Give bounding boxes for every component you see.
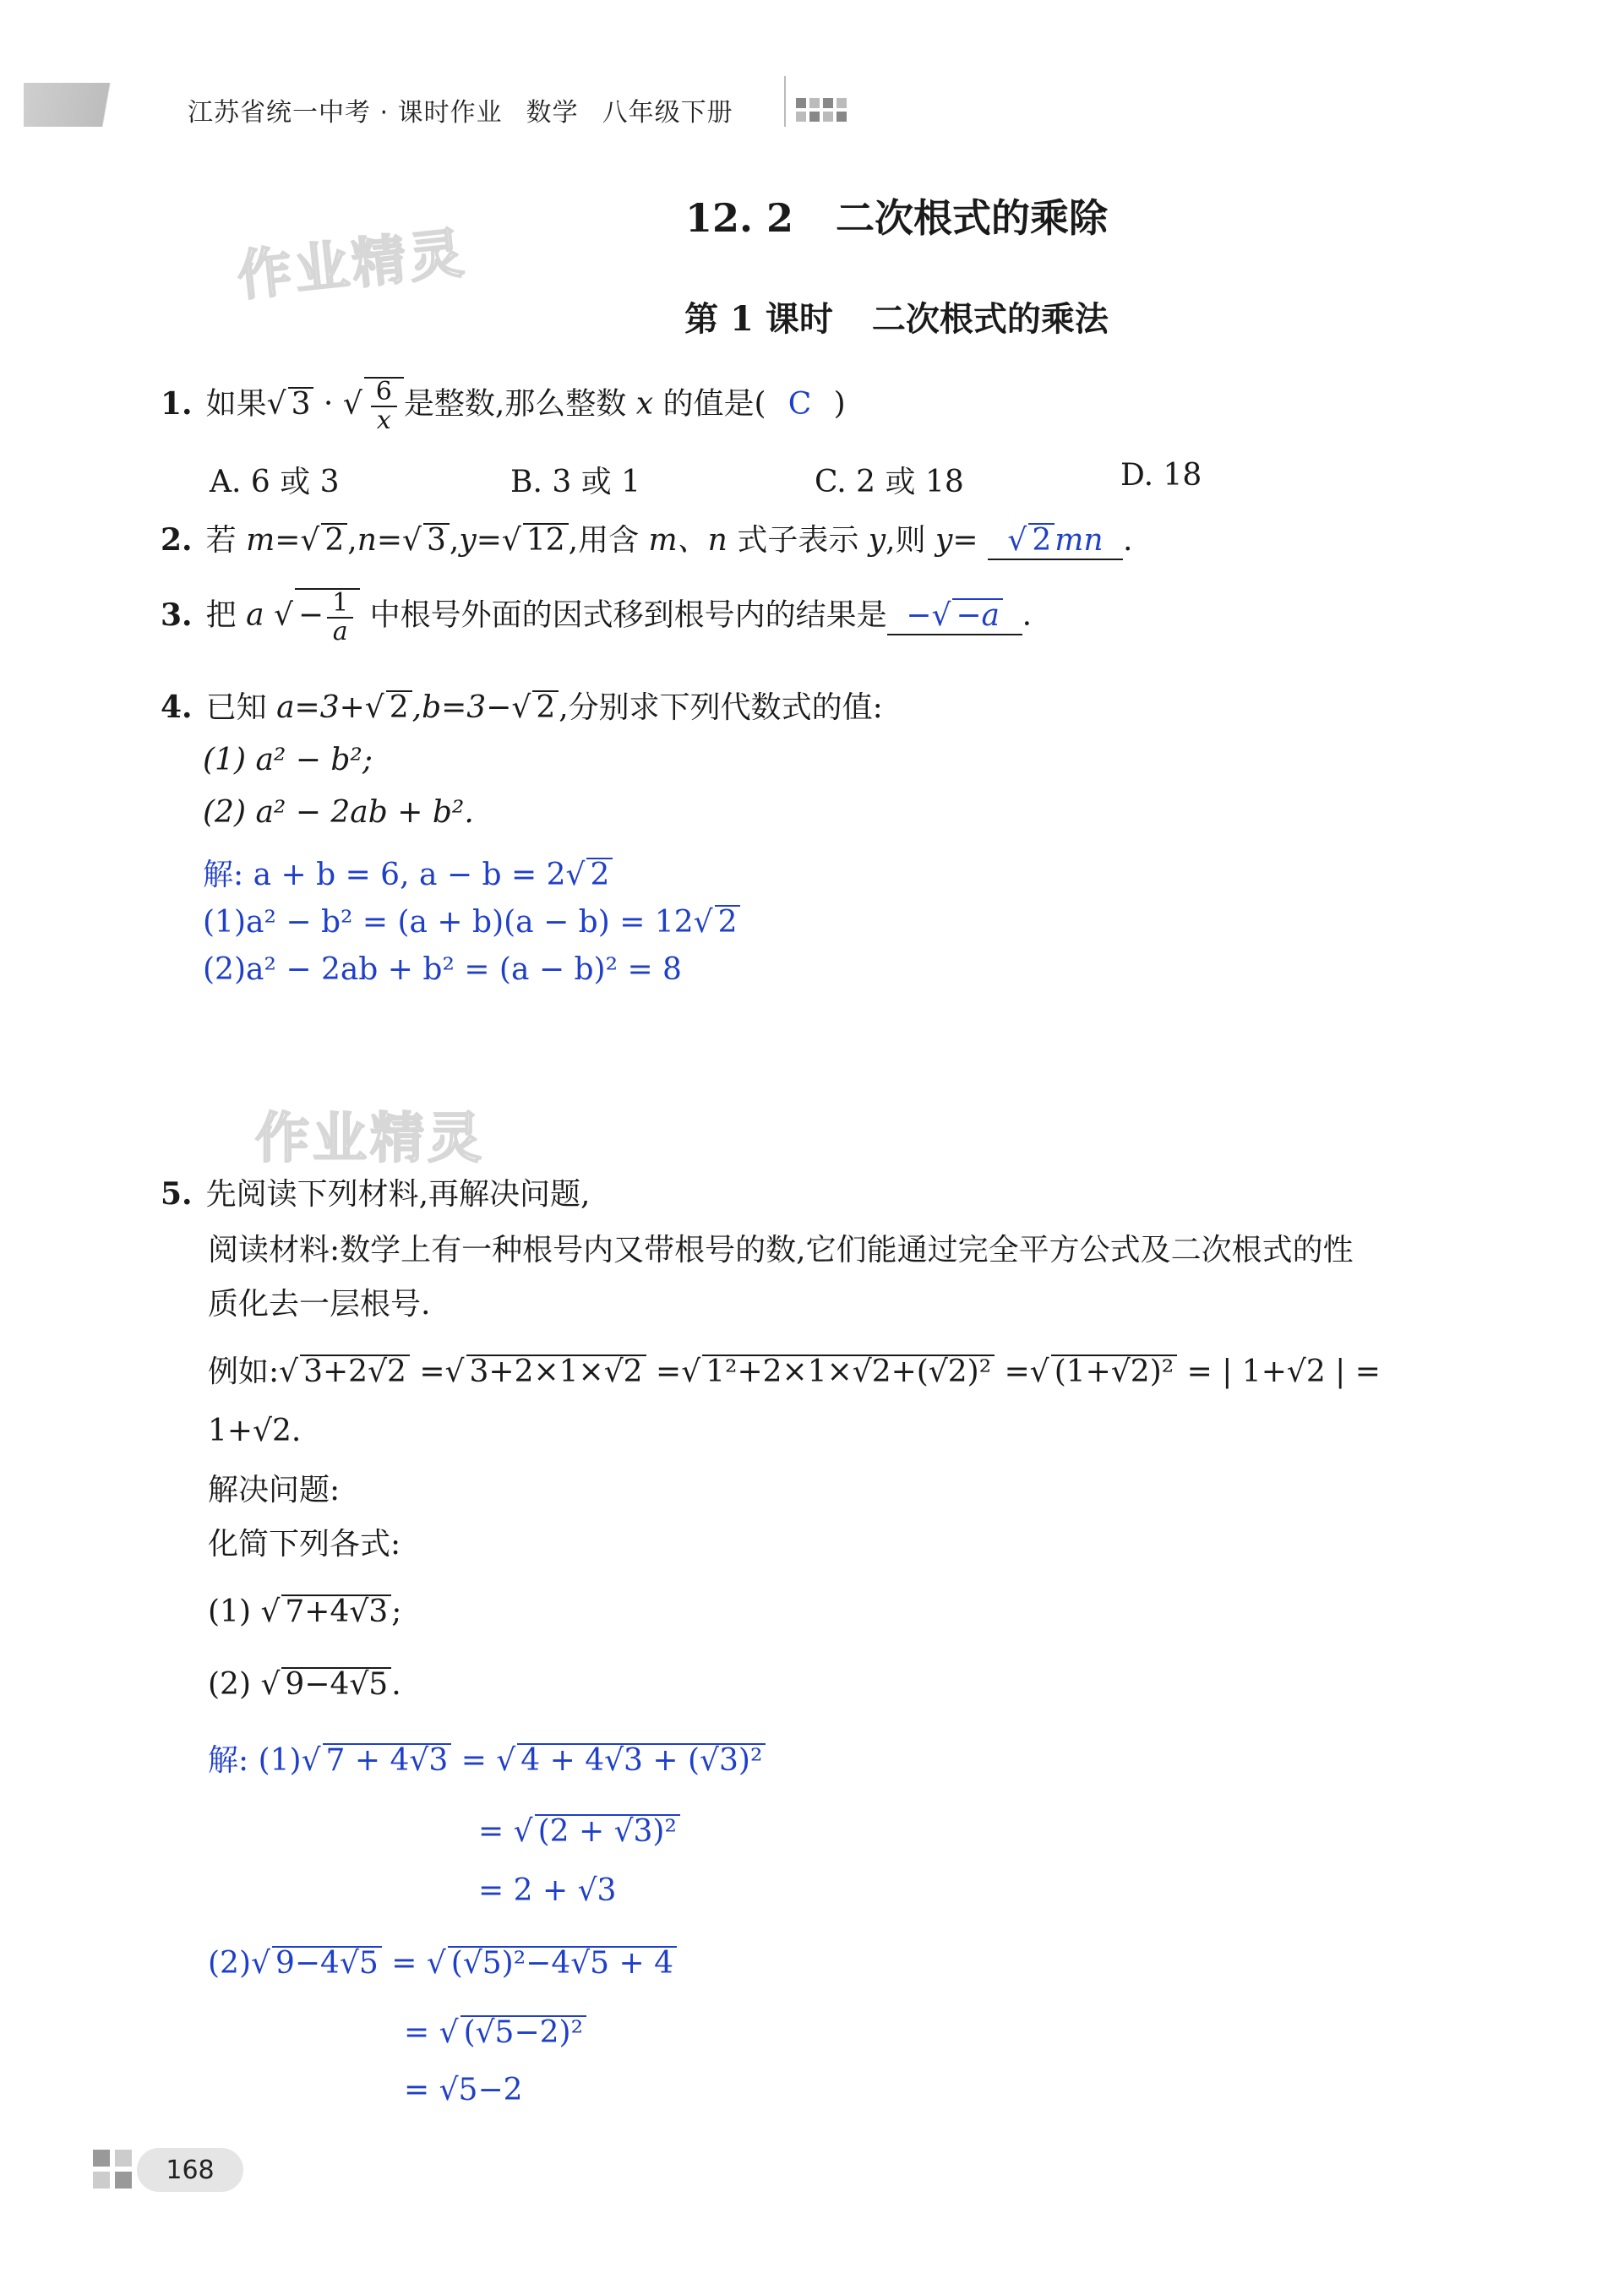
- q5-sol1-line-1: 解: (1)√ 7 + 4√3 = √ 4 + 4√3 + (√3)²: [208, 1742, 766, 1779]
- text: =: [952, 523, 978, 558]
- q5-material-line-2: 质化去一层根号.: [208, 1287, 431, 1322]
- option-a: A. 6 或 3: [210, 465, 340, 499]
- text: =: [460, 1743, 487, 1778]
- radicand: 12: [523, 523, 569, 557]
- radicand: 7+4√3: [281, 1594, 391, 1628]
- numerator: 6: [371, 379, 397, 407]
- radicand: 3: [288, 387, 314, 421]
- answer-tail: mn: [1055, 523, 1104, 558]
- text: =: [275, 523, 301, 558]
- expression: ,b=3−: [411, 690, 512, 725]
- variable: n: [357, 523, 377, 558]
- radicand: 9−4√5: [281, 1667, 391, 1701]
- q5-sol2-line-1: (2)√ 9−4√5 = √ (√5)²−4√5 + 4: [208, 1945, 677, 1981]
- text: = | 1+√2 | =: [1186, 1355, 1381, 1389]
- text: 解: (1): [208, 1743, 302, 1778]
- text: ,: [449, 523, 460, 558]
- section-number: 12. 2: [684, 195, 794, 241]
- option-c: C. 2 或 18: [815, 465, 964, 499]
- q5-simplify: 化简下列各式:: [208, 1527, 401, 1562]
- subject: 数学: [526, 98, 579, 128]
- variable: m: [246, 523, 275, 558]
- text: =: [476, 523, 502, 558]
- text: =: [656, 1355, 682, 1389]
- radicand: 3+2√2: [300, 1355, 410, 1388]
- question-number: 3.: [161, 597, 193, 633]
- radicand: 3+2×1×√2: [466, 1355, 646, 1388]
- text: =: [391, 1946, 417, 1981]
- text: (2): [208, 1946, 251, 1981]
- q4-solution-line-3: (2)a² − 2ab + b² = (a − b)² = 8: [203, 952, 682, 987]
- radicand: 3: [423, 523, 450, 557]
- text: =: [1004, 1355, 1030, 1389]
- q4-solution-line-2: (1)a² − b² = (a + b)(a − b) = 12√ 2: [203, 904, 740, 940]
- watermark: 作业精灵: [234, 221, 470, 308]
- fraction: [327, 590, 353, 645]
- denominator: a: [332, 616, 348, 646]
- header-decoration: [24, 83, 159, 127]
- text: 是整数,那么整数: [403, 386, 627, 422]
- question-1: 1. 如果√ 3 · √ $\frac{6}{x}$ 是整数,那么整数 x 的值是( C ): [161, 377, 846, 435]
- answer-blank: −√ −a: [887, 597, 1022, 635]
- variable: y: [935, 523, 953, 558]
- lesson-title: [0, 292, 1624, 341]
- variable: x: [635, 386, 654, 422]
- watermark: 作业精灵: [255, 1108, 485, 1170]
- q4-solution-line-1: 解: a + b = 6, a − b = 2√ 2: [203, 857, 613, 893]
- radicand: 1²+2×1×√2+(√2)²: [702, 1355, 995, 1388]
- radicand: (2 + √3)²: [535, 1814, 680, 1848]
- radicand: 2: [386, 690, 412, 724]
- question-3: 3. 把 a √ − $\frac{1}{a}$ 中根号外面的因式移到根号内的结果是 −√ −a .: [161, 588, 1033, 646]
- text: ,: [347, 523, 357, 558]
- q5-sol1-line-3: = 2 + √3: [478, 1873, 617, 1908]
- text: 中根号外面的因式移到根号内的结果是: [369, 597, 887, 633]
- text: .: [1022, 597, 1033, 633]
- q5-sol2-line-2: = √ (√5−2)²: [404, 2014, 586, 2051]
- q5-example-cont: 1+√2.: [208, 1414, 302, 1448]
- text: 若: [205, 523, 237, 558]
- dot: ·: [323, 386, 334, 422]
- q4-part-1: (1) a² − b²;: [203, 743, 373, 777]
- text: ,则: [886, 523, 926, 558]
- text: ,用含: [568, 523, 640, 558]
- text: ;: [391, 1594, 402, 1629]
- text: .: [391, 1667, 401, 1702]
- text: .: [1123, 523, 1133, 558]
- q5-example: 例如:√ 3+2√2 =√ 3+2×1×√2 =√ 1²+2×1×√2+(√2)² =√ (1+√2)² = | 1+√2 | =: [208, 1355, 1381, 1389]
- q5-problem-2: (2) √ 9−4√5 .: [208, 1667, 401, 1702]
- radicand: 2: [321, 523, 347, 557]
- text: 先阅读下列材料,再解决问题,: [205, 1177, 591, 1212]
- option-d: D. 18: [1120, 458, 1202, 493]
- radicand: 4 + 4√3 + (√3)²: [517, 1743, 766, 1777]
- radicand: 2: [532, 690, 559, 724]
- variables: m、n: [648, 523, 728, 558]
- text: =: [419, 1355, 445, 1389]
- expression: a=3+: [276, 690, 365, 725]
- radicand: 7 + 4√3: [323, 1743, 452, 1777]
- text: 例如:: [208, 1355, 280, 1389]
- fraction: [371, 379, 397, 433]
- question-5: [161, 1176, 590, 1213]
- page-number: 168: [137, 2148, 243, 2192]
- answer-sign: −: [906, 597, 932, 633]
- q5-sol1-line-2: = √ (2 + √3)²: [478, 1813, 680, 1850]
- radicand: 2: [586, 858, 613, 891]
- variable: y: [868, 523, 886, 558]
- variable: y: [459, 523, 477, 558]
- option-b: B. 3 或 1: [510, 465, 641, 499]
- variable: a: [246, 597, 264, 633]
- lesson-label: 第 1 课时: [684, 299, 833, 339]
- question-number: 5.: [161, 1176, 193, 1212]
- text: 的值是(: [662, 386, 766, 422]
- radicand: (√5−2)²: [460, 2015, 586, 2049]
- text: ): [833, 386, 846, 422]
- question-number: 2.: [161, 522, 193, 558]
- text: =: [478, 1814, 504, 1849]
- answer-blank: √ 2 mn: [988, 522, 1123, 560]
- question-2: 2. 若 m=√ 2 ,n=√ 3 ,y=√ 12 ,用含 m、n 式子表示 y,则 y= √ 2 mn .: [161, 522, 1132, 560]
- text: −: [297, 597, 324, 633]
- book-title: 江苏省统一中考 · 课时作业: [188, 98, 503, 128]
- text: (1): [208, 1594, 251, 1629]
- radicand: (1+√2)²: [1051, 1355, 1177, 1388]
- question-number: 4.: [161, 690, 193, 725]
- q5-sol2-line-3: = √5−2: [404, 2073, 523, 2107]
- text: 式子表示: [737, 523, 859, 558]
- text: ,分别求下列代数式的值:: [559, 690, 883, 725]
- q4-part-2: (2) a² − 2ab + b².: [203, 795, 474, 830]
- numerator: 1: [327, 590, 353, 619]
- text: =: [404, 2015, 430, 2050]
- header-grid-icon: [796, 98, 847, 122]
- question-4: 4. 已知 a=3+√ 2 ,b=3−√ 2 ,分别求下列代数式的值:: [161, 690, 883, 725]
- footer-grid-icon: [93, 2150, 132, 2189]
- q5-problem-1: (1) √ 7+4√3 ;: [208, 1594, 402, 1629]
- question-number: 1.: [161, 385, 193, 422]
- text: 如果: [205, 386, 267, 422]
- text: (2): [208, 1667, 251, 1702]
- section-title: [0, 188, 1624, 243]
- header-divider: [784, 76, 786, 127]
- text: (1)a² − b² = (a + b)(a − b) = 12: [203, 905, 694, 940]
- q5-material-line-1: 阅读材料:数学上有一种根号内又带根号的数,它们能通过完全平方公式及二次根式的性: [208, 1233, 1354, 1267]
- grade: 八年级下册: [602, 98, 733, 128]
- q5-solve-label: 解决问题:: [208, 1473, 341, 1507]
- lesson-name: 二次根式的乘法: [871, 299, 1109, 339]
- text: 已知: [205, 690, 267, 725]
- denominator: x: [376, 405, 391, 435]
- running-header: [188, 91, 733, 128]
- text: =: [376, 523, 403, 558]
- radicand: (√5)²−4√5 + 4: [448, 1946, 677, 1980]
- text: 把: [205, 597, 237, 633]
- radicand: 9−4√5: [272, 1946, 382, 1980]
- section-name: 二次根式的乘除: [836, 195, 1109, 241]
- radicand: −a: [952, 598, 1003, 632]
- answer-c: C: [787, 386, 812, 422]
- radicand: 2: [715, 905, 741, 939]
- radicand: 2: [1028, 523, 1055, 557]
- text: 解: a + b = 6, a − b = 2: [203, 858, 566, 892]
